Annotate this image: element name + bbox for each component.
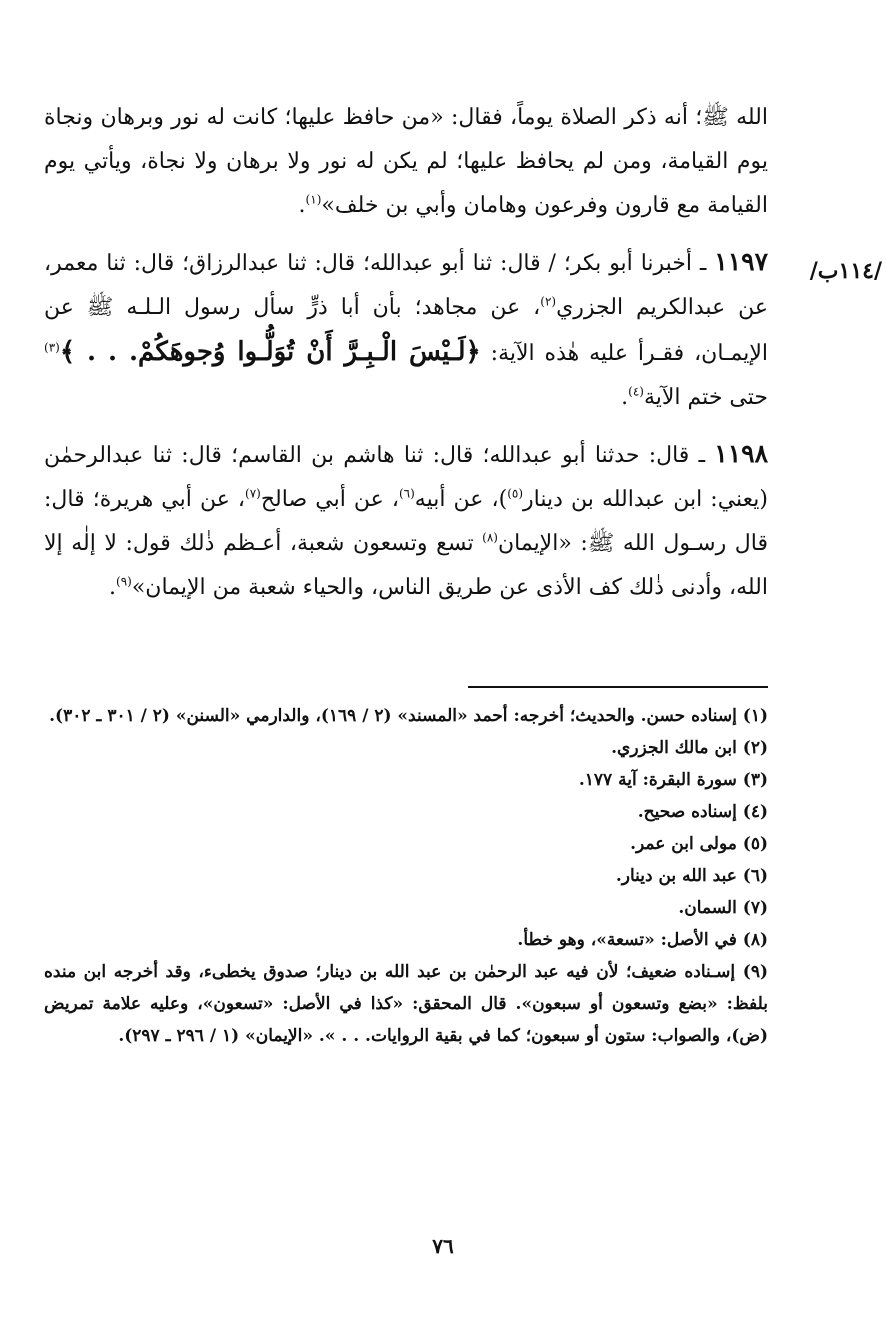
footnote-5: (٥) مولى ابن عمر.: [630, 834, 768, 854]
footnote-ref: (٩): [116, 574, 132, 589]
footnote-ref: (٤): [628, 384, 644, 399]
footnote-ref: (٧): [245, 486, 261, 501]
hadith-number: ١١٩٨: [714, 439, 768, 468]
footnote-4: (٤) إسناده صحيح.: [637, 802, 768, 822]
text-segment: تسع وتسعون شعبة، أعـظم ذٰلك قول: لا إلٰه إلا الله، وأدنى ذٰلك كف الأذى عن طريق الناس، والحياء شعبة من الإيمان»: [44, 531, 768, 600]
page-number: ٧٦: [432, 1234, 454, 1258]
footnote-separator: [468, 686, 768, 688]
footnote-6: (٦) عبد الله بن دينار.: [615, 866, 768, 886]
text-segment: )، عن أبيه: [414, 487, 508, 512]
hadith-number: ١١٩٧: [714, 247, 768, 276]
footnote-1: (١) إسناده حسن. والحديث؛ أخرجه: أحمد «المسند» (٢ / ١٦٩)، والدارمي «السنن» (٢ / ٣٠١ ـ ٣٠٢).: [49, 706, 768, 726]
text-segment: حتى ختم الآية: [643, 385, 768, 410]
footnote-3: (٣) سورة البقرة: آية ١٧٧.: [578, 770, 768, 790]
main-text: [44, 96, 768, 622]
footnotes: [44, 700, 768, 1052]
footnote-ref: (١): [305, 192, 322, 207]
quran-verse: ﴿لَـيْسَ الْـبِـرَّ أَنْ تُوَلُّـوا وُجوهَكُمْ. . . ﴾: [59, 337, 481, 367]
text-segment: الله ﷺ؛ أنه ذكر الصلاة يوماً، فقال: «من حافظ عليها؛ كانت له نور وبرهان ونجاة يوم القيامة، ومن لم يحافظ عليها؛ لم يكن له نور ولا برهان ولا نجاة، ويأتي يوم القيامة مع قارون وفرعون وهامان وأبي بن خلف»: [44, 105, 768, 218]
footnote-7: (٧) السمان.: [678, 898, 768, 918]
paragraph-continuation: [44, 96, 768, 228]
footnote-ref: (٢): [540, 294, 557, 309]
manuscript-folio-marker: /١١٤ب/: [809, 258, 882, 284]
text-segment: .: [298, 193, 306, 218]
footnote-ref: (٨): [482, 530, 498, 545]
footnote-8: (٨) في الأصل: «تسعة»، وهو خطأ.: [517, 930, 768, 950]
footnote-2: (٢) ابن مالك الجزري.: [611, 738, 768, 758]
footnote-ref: (٥): [507, 486, 524, 501]
text-segment: ، عن أبي هريرة؛ قال: قال رسـول الله ﷺ: «الإيمان: [44, 487, 769, 556]
footnote-ref: (٦): [398, 486, 415, 501]
text-segment: ـ قال: حدثنا أبو عبدالله؛ قال: ثنا هاشم بن القاسم؛ قال: ثنا عبدالرحمٰن (يعني: ابن عبدالله بن دينار: [44, 443, 769, 512]
text-segment: ـ أخبرنا أبو بكر؛ / قال: ثنا أبو عبدالله؛ قال: ثنا عبدالرزاق؛ قال: ثنا معمر، عن عبدالكريم الجزري: [44, 251, 768, 320]
text-segment: ، عن مجاهد؛ بأن أبا ذرٍّ سأل رسول الـلـه ﷺ عن الإيمـان، فقـرأ عليه هٰذه الآية:: [44, 295, 768, 366]
text-segment: ، عن أبي صالح: [260, 487, 399, 512]
hadith-1198: [44, 432, 768, 610]
footnote-ref: (٣): [44, 340, 60, 355]
text-segment: .: [109, 575, 117, 600]
footnote-9: (٩) إسـناده ضعيف؛ لأن فيه عبد الرحمٰن بن عبد الله بن دينار؛ صدوق يخطىء، وقد أخرجه ابن منده بلفظ: «بضع وتسعون أو سبعون». قال المحقق: «كذا في الأصل: «تسعون»، وعليه علامة تمريض (ض)، والصواب: ستون أو سبعون؛ كما في بقية الروايات. . . ». «الإيمان» (١ / ٢٩٦ ـ ٢٩٧).: [44, 962, 768, 1046]
text-segment: .: [621, 385, 629, 410]
hadith-1197: [44, 240, 768, 420]
